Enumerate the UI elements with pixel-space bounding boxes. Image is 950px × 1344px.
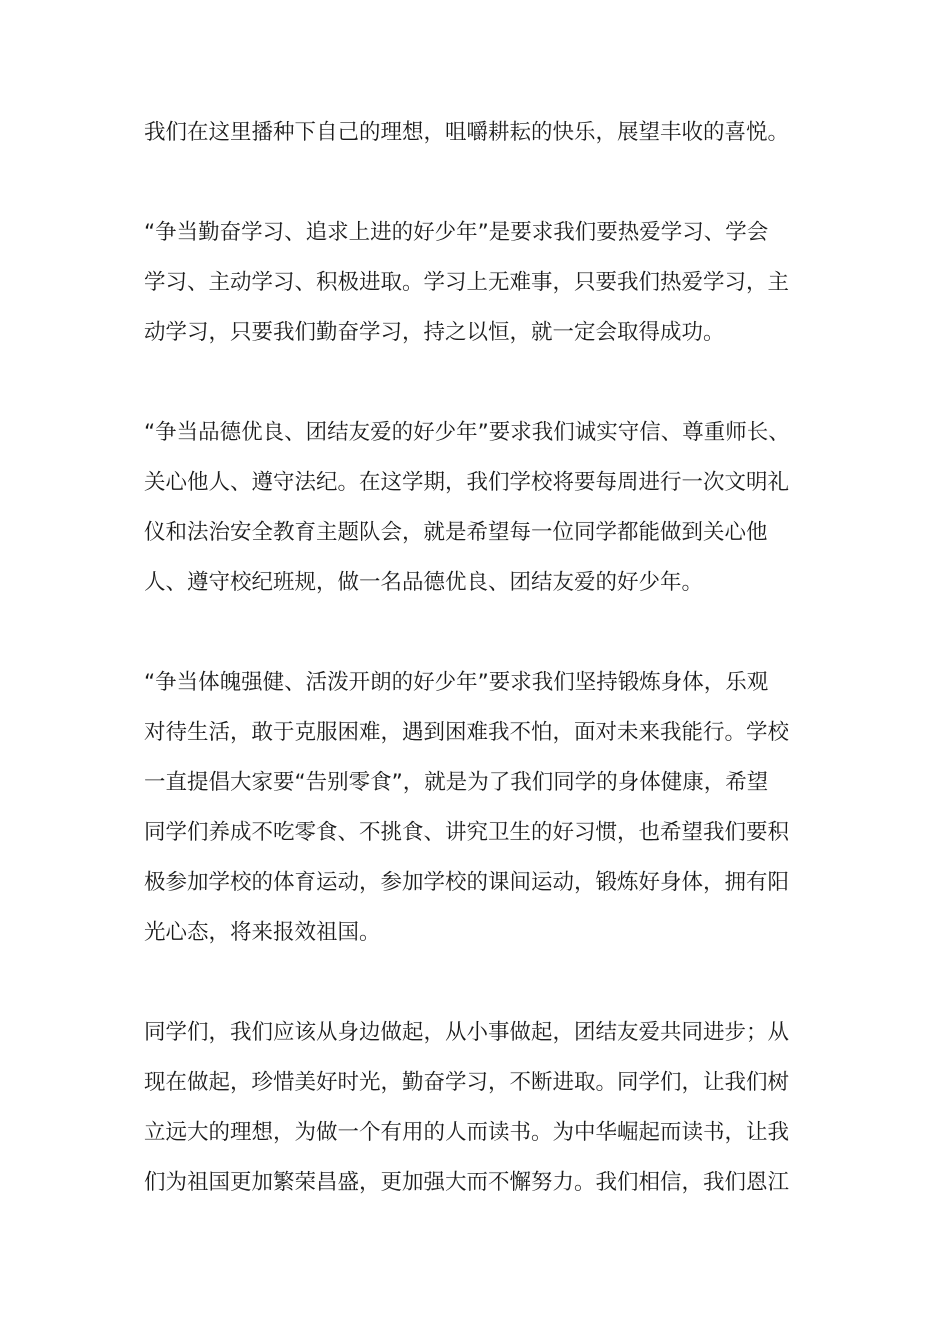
paragraph-2 [144,208,810,358]
text-line: 对待生活，敢于克服困难，遇到困难我不怕，面对未来我能行。学校 [144,720,790,745]
paragraph-5 [144,1008,810,1208]
text-line: 立远大的理想，为做一个有用的人而读书。为中华崛起而读书，让我 [144,1120,790,1145]
text-line: 同学们养成不吃零食、不挑食、讲究卫生的好习惯，也希望我们要积 [144,820,790,845]
text-line: 仪和法治安全教育主题队会，就是希望每一位同学都能做到关心他 [144,520,768,545]
text-line: 光心态，将来报效祖国。 [144,920,381,945]
text-line: 同学们，我们应该从身边做起，从小事做起，团结友爱共同进步；从 [144,1020,790,1045]
text-line: 们为祖国更加繁荣昌盛，更加强大而不懈努力。我们相信，我们恩江 [144,1170,790,1195]
paragraph-3 [144,408,810,608]
text-line: 现在做起，珍惜美好时光，勤奋学习，不断进取。同学们，让我们树 [144,1070,790,1095]
paragraph-1 [144,108,810,158]
text-line: 学习、主动学习、积极进取。学习上无难事，只要我们热爱学习，主 [144,270,790,295]
text-line: 我们在这里播种下自己的理想，咀嚼耕耘的快乐，展望丰收的喜悦。 [144,120,790,145]
text-line: 极参加学校的体育运动，参加学校的课间运动，锻炼好身体，拥有阳 [144,870,790,895]
text-line: “争当体魄强健、活泼开朗的好少年”要求我们坚持锻炼身体，乐观 [144,670,769,695]
text-line: “争当勤奋学习、追求上进的好少年”是要求我们要热爱学习、学会 [144,220,769,245]
text-line: “争当品德优良、团结友爱的好少年”要求我们诚实守信、尊重师长、 [144,420,790,445]
text-line: 动学习，只要我们勤奋学习，持之以恒，就一定会取得成功。 [144,320,725,345]
document-body [144,108,810,1258]
text-line: 关心他人、遵守法纪。在这学期，我们学校将要每周进行一次文明礼 [144,470,790,495]
paragraph-4 [144,658,810,958]
text-line: 一直提倡大家要“告别零食”，就是为了我们同学的身体健康，希望 [144,770,769,795]
text-line: 人、遵守校纪班规，做一名品德优良、团结友爱的好少年。 [144,570,704,595]
